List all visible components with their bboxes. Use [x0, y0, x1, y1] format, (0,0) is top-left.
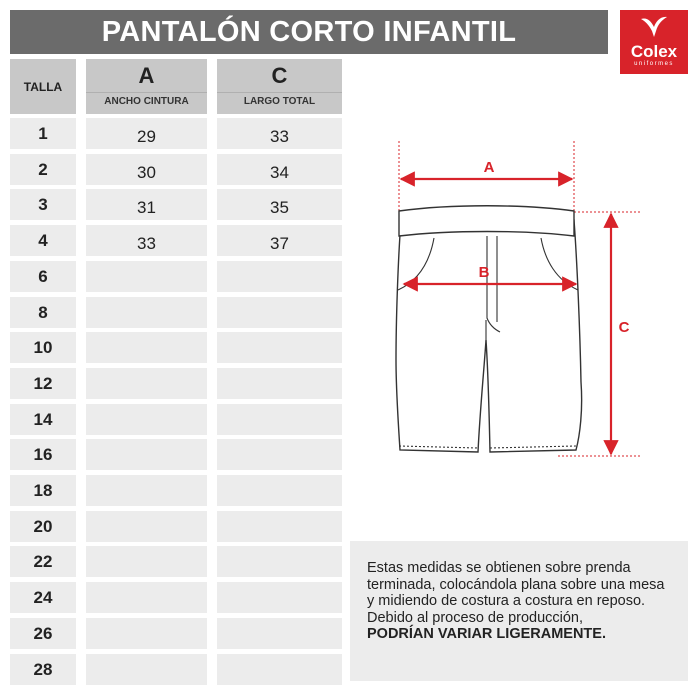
- dimension-label-c: C: [618, 319, 630, 336]
- size-cell: 1: [10, 118, 76, 149]
- waist-width-cell: [86, 475, 207, 506]
- size-cell: 3: [10, 189, 76, 220]
- page-title: PANTALÓN CORTO INFANTIL: [10, 10, 608, 54]
- total-length-cell: 37: [217, 225, 342, 256]
- measurement-note: [350, 541, 688, 681]
- column-letter-a: A: [138, 63, 155, 88]
- waistband: [399, 206, 574, 236]
- total-length-cell: [217, 368, 342, 399]
- waist-width-cell: 31: [86, 189, 207, 220]
- shorts-diagram: [380, 130, 660, 470]
- total-length-cell: [217, 261, 342, 292]
- total-length-cell: 34: [217, 154, 342, 185]
- size-cell: 14: [10, 404, 76, 435]
- waist-width-cell: [86, 368, 207, 399]
- waist-width-cell: [86, 511, 207, 542]
- total-length-cell: [217, 546, 342, 577]
- size-cell: 12: [10, 368, 76, 399]
- size-cell: 18: [10, 475, 76, 506]
- size-cell: 8: [10, 297, 76, 328]
- size-cell: 28: [10, 654, 76, 685]
- note-text: Estas medidas se obtienen sobre prenda terminada, colocándola plana sobre una mesa y midiendo de costura a costura en reposo.: [367, 560, 665, 609]
- size-header: [10, 59, 76, 114]
- shorts-body: [396, 220, 582, 452]
- waist-width-cell: [86, 332, 207, 363]
- total-length-cell: [217, 297, 342, 328]
- size-cell: 2: [10, 154, 76, 185]
- total-length-cell: [217, 475, 342, 506]
- waist-width-cell: [86, 618, 207, 649]
- total-length-cell: 33: [217, 118, 342, 149]
- waist-width-cell: [86, 654, 207, 685]
- size-cell: 24: [10, 582, 76, 613]
- size-cell: 10: [10, 332, 76, 363]
- total-length-cell: 35: [217, 189, 342, 220]
- total-length-cell: [217, 511, 342, 542]
- note-text-2: Debido al proceso de producción,: [367, 609, 584, 626]
- waist-width-cell: [86, 404, 207, 435]
- total-length-cell: [217, 332, 342, 363]
- column-letter-c: C: [271, 63, 288, 88]
- waist-width-cell: [86, 261, 207, 292]
- column-caption-c: LARGO TOTAL: [243, 96, 316, 107]
- size-header-label: TALLA: [23, 79, 63, 94]
- size-cell: 20: [10, 511, 76, 542]
- column-header-c: [217, 59, 342, 114]
- brand-subtitle: uniformes: [634, 61, 674, 67]
- total-length-cell: [217, 404, 342, 435]
- bird-icon: [639, 15, 669, 39]
- dimension-label-a: A: [483, 159, 495, 176]
- waist-width-cell: 29: [86, 118, 207, 149]
- column-header-a: [86, 59, 207, 114]
- waist-width-cell: [86, 546, 207, 577]
- brand-logo: [620, 10, 688, 74]
- size-cell: 22: [10, 546, 76, 577]
- size-cell: 26: [10, 618, 76, 649]
- size-cell: 16: [10, 439, 76, 470]
- size-cell: 4: [10, 225, 76, 256]
- waist-width-cell: [86, 297, 207, 328]
- dimension-label-b: B: [478, 264, 490, 281]
- total-length-cell: [217, 439, 342, 470]
- waist-width-cell: 30: [86, 154, 207, 185]
- waist-width-cell: [86, 582, 207, 613]
- brand-name: Colex: [630, 42, 678, 61]
- waist-width-cell: 33: [86, 225, 207, 256]
- total-length-cell: [217, 654, 342, 685]
- note-emphasis: PODRÍAN VARIAR LIGERAMENTE.: [367, 626, 606, 642]
- waist-width-cell: [86, 439, 207, 470]
- column-caption-a: ANCHO CINTURA: [104, 96, 189, 107]
- total-length-cell: [217, 618, 342, 649]
- size-cell: 6: [10, 261, 76, 292]
- total-length-cell: [217, 582, 342, 613]
